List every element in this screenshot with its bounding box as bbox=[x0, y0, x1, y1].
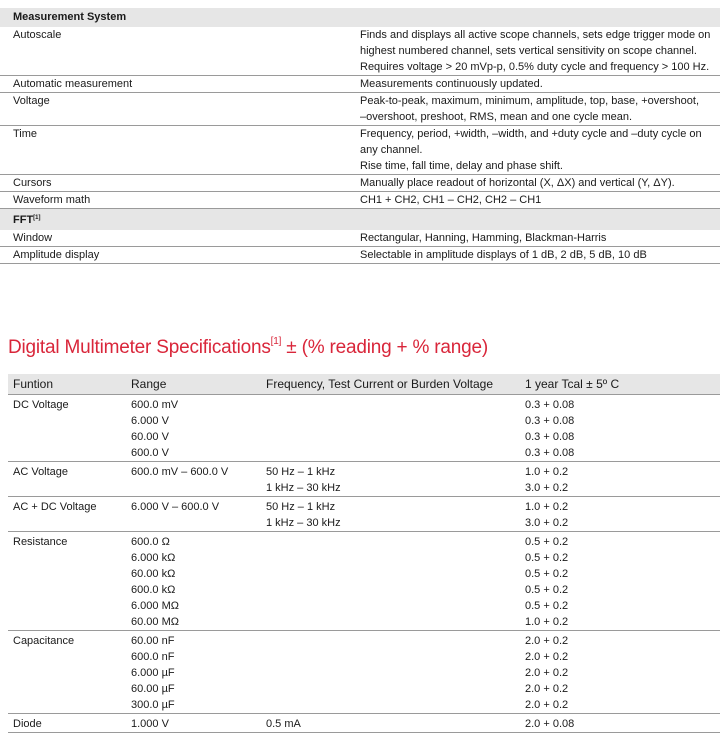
range-cell-lines bbox=[131, 534, 261, 630]
header-accuracy: 1 year Tcal ± 5º C bbox=[520, 374, 720, 395]
header-function: Funtion bbox=[8, 374, 126, 395]
spec-name: Waveform math bbox=[0, 192, 360, 209]
function-cell: AC Voltage bbox=[8, 462, 126, 497]
accuracy-cell bbox=[520, 395, 720, 462]
value-line: 60.00 nF bbox=[131, 635, 175, 647]
accuracy-cell-lines bbox=[525, 397, 720, 461]
footnote-marker: [1] bbox=[33, 215, 41, 221]
dmm-row bbox=[8, 462, 720, 497]
dmm-row bbox=[8, 497, 720, 532]
range-cell bbox=[126, 714, 261, 733]
spec-description bbox=[360, 192, 720, 209]
value-line: 60.00 MΩ bbox=[131, 616, 179, 628]
value-line: 600.0 mV bbox=[131, 399, 179, 411]
value-line: 1.0 + 0.2 bbox=[525, 466, 569, 478]
description-line: Rectangular, Hanning, Hamming, Blackman-Harris bbox=[360, 232, 607, 244]
spec-row bbox=[0, 192, 720, 209]
value-line: 2.0 + 0.08 bbox=[525, 718, 575, 730]
description-line: Frequency, period, +width, –width, and +duty cycle and –duty cycle on bbox=[360, 128, 702, 140]
value-line: 0.3 + 0.08 bbox=[525, 399, 575, 411]
spec-row bbox=[0, 27, 720, 76]
function-cell: Capacitance bbox=[8, 631, 126, 714]
value-line: 0.5 + 0.2 bbox=[525, 568, 569, 580]
description-line: Finds and displays all active scope channels, sets edge trigger mode on bbox=[360, 29, 711, 41]
spec-description bbox=[360, 230, 720, 247]
description-line: –overshoot, preshoot, RMS, mean and one cycle mean. bbox=[360, 111, 633, 123]
section-header-row bbox=[0, 8, 720, 27]
value-line: 0.5 + 0.2 bbox=[525, 584, 569, 596]
description-line: Requires voltage > 20 mVp-p, 0.5% duty cycle and frequency > 100 Hz. bbox=[360, 61, 710, 73]
accuracy-cell-lines bbox=[525, 633, 720, 713]
description-line: Measurements continuously updated. bbox=[360, 78, 543, 90]
value-line: 300.0 µF bbox=[131, 699, 175, 711]
value-line: 6.000 V – 600.0 V bbox=[131, 501, 220, 513]
spec-description bbox=[360, 76, 720, 93]
value-line: 2.0 + 0.2 bbox=[525, 683, 569, 695]
spec-row bbox=[0, 230, 720, 247]
value-line: 1 kHz – 30 kHz bbox=[266, 517, 341, 529]
dmm-spec-table bbox=[8, 374, 720, 733]
value-line: 50 Hz – 1 kHz bbox=[266, 466, 336, 478]
accuracy-cell-lines bbox=[525, 499, 720, 531]
spec-name: Cursors bbox=[0, 175, 360, 192]
range-cell-lines bbox=[131, 716, 261, 732]
section-header bbox=[0, 8, 720, 27]
spec-description bbox=[360, 93, 720, 126]
spec-name: Time bbox=[0, 126, 360, 175]
value-line: 0.5 + 0.2 bbox=[525, 536, 569, 548]
accuracy-cell bbox=[520, 714, 720, 733]
value-line: 60.00 V bbox=[131, 431, 169, 443]
function-cell: Diode bbox=[8, 714, 126, 733]
frequency-cell-lines bbox=[266, 464, 520, 496]
value-line: 60.00 µF bbox=[131, 683, 175, 695]
description-line: Peak-to-peak, maximum, minimum, amplitude, top, base, +overshoot, bbox=[360, 95, 700, 107]
range-cell bbox=[126, 395, 261, 462]
spec-description bbox=[360, 27, 720, 76]
range-cell-lines bbox=[131, 499, 261, 515]
header-frequency: Frequency, Test Current or Burden Voltage bbox=[261, 374, 520, 395]
accuracy-cell-lines bbox=[525, 534, 720, 630]
value-line: 3.0 + 0.2 bbox=[525, 517, 569, 529]
description-line: CH1 + CH2, CH1 – CH2, CH2 – CH1 bbox=[360, 194, 542, 206]
frequency-cell-lines bbox=[266, 716, 520, 732]
spec-description bbox=[360, 247, 720, 264]
value-line: 0.5 + 0.2 bbox=[525, 600, 569, 612]
range-cell bbox=[126, 532, 261, 631]
value-line: 600.0 nF bbox=[131, 651, 175, 663]
spec-row bbox=[0, 126, 720, 175]
description-line: Rise time, fall time, delay and phase shift. bbox=[360, 160, 563, 172]
value-line: 6.000 V bbox=[131, 415, 169, 427]
value-line: 600.0 Ω bbox=[131, 536, 170, 548]
header-range: Range bbox=[126, 374, 261, 395]
value-line: 600.0 V bbox=[131, 447, 169, 459]
range-cell-lines bbox=[131, 633, 261, 713]
spec-description bbox=[360, 126, 720, 175]
accuracy-cell bbox=[520, 497, 720, 532]
dmm-row bbox=[8, 631, 720, 714]
dmm-row bbox=[8, 532, 720, 631]
value-line: 600.0 kΩ bbox=[131, 584, 176, 596]
value-line: 0.3 + 0.08 bbox=[525, 415, 575, 427]
description-line: Manually place readout of horizontal (X, ΔX) and vertical (Y, ΔY). bbox=[360, 177, 675, 189]
value-line: 2.0 + 0.2 bbox=[525, 699, 569, 711]
description-line: highest numbered channel, sets vertical sensitivity on scope channel. bbox=[360, 45, 697, 57]
section-header bbox=[0, 209, 720, 231]
scope-spec-table bbox=[0, 8, 720, 264]
dmm-title-main: Digital Multimeter Specifications bbox=[8, 337, 271, 358]
value-line: 6.000 MΩ bbox=[131, 600, 179, 612]
spec-row bbox=[0, 247, 720, 264]
range-cell bbox=[126, 497, 261, 532]
value-line: 2.0 + 0.2 bbox=[525, 651, 569, 663]
accuracy-cell-lines bbox=[525, 464, 720, 496]
accuracy-cell-lines bbox=[525, 716, 720, 732]
spec-name: Autoscale bbox=[0, 27, 360, 76]
value-line: 3.0 + 0.2 bbox=[525, 482, 569, 494]
value-line: 1.000 V bbox=[131, 718, 169, 730]
value-line: 6.000 kΩ bbox=[131, 552, 176, 564]
dmm-title-footnote: [1] bbox=[270, 336, 282, 347]
section-title: FFT bbox=[13, 214, 34, 226]
spec-description bbox=[360, 175, 720, 192]
dmm-row bbox=[8, 714, 720, 733]
range-cell bbox=[126, 631, 261, 714]
spec-row bbox=[0, 76, 720, 93]
spec-name: Automatic measurement bbox=[0, 76, 360, 93]
spec-row bbox=[0, 93, 720, 126]
accuracy-cell bbox=[520, 631, 720, 714]
section-title: Measurement System bbox=[13, 11, 127, 23]
spec-name: Voltage bbox=[0, 93, 360, 126]
frequency-cell bbox=[261, 395, 520, 462]
value-line: 1 kHz – 30 kHz bbox=[266, 482, 341, 494]
value-line: 2.0 + 0.2 bbox=[525, 635, 569, 647]
section-header-row bbox=[0, 209, 720, 231]
value-line: 1.0 + 0.2 bbox=[525, 616, 569, 628]
spec-name: Window bbox=[0, 230, 360, 247]
frequency-cell bbox=[261, 462, 520, 497]
value-line: 2.0 + 0.2 bbox=[525, 667, 569, 679]
dmm-title-suffix: ± (% reading + % range) bbox=[281, 337, 489, 358]
function-cell: AC + DC Voltage bbox=[8, 497, 126, 532]
value-line: 1.0 + 0.2 bbox=[525, 501, 569, 513]
spec-name: Amplitude display bbox=[0, 247, 360, 264]
range-cell-lines bbox=[131, 397, 261, 461]
value-line: 0.3 + 0.08 bbox=[525, 431, 575, 443]
value-line: 0.5 + 0.2 bbox=[525, 552, 569, 564]
value-line: 600.0 mV – 600.0 V bbox=[131, 466, 229, 478]
frequency-cell bbox=[261, 497, 520, 532]
value-line: 6.000 µF bbox=[131, 667, 175, 679]
range-cell-lines bbox=[131, 464, 261, 480]
accuracy-cell bbox=[520, 532, 720, 631]
frequency-cell bbox=[261, 631, 520, 714]
function-cell: Resistance bbox=[8, 532, 126, 631]
value-line: 60.00 kΩ bbox=[131, 568, 176, 580]
spec-row bbox=[0, 175, 720, 192]
dmm-row bbox=[8, 395, 720, 462]
value-line: 0.3 + 0.08 bbox=[525, 447, 575, 459]
frequency-cell bbox=[261, 714, 520, 733]
frequency-cell-lines bbox=[266, 499, 520, 531]
value-line: 50 Hz – 1 kHz bbox=[266, 501, 336, 513]
range-cell bbox=[126, 462, 261, 497]
description-line: any channel. bbox=[360, 144, 423, 156]
description-line: Selectable in amplitude displays of 1 dB, 2 dB, 5 dB, 10 dB bbox=[360, 249, 647, 261]
function-cell: DC Voltage bbox=[8, 395, 126, 462]
value-line: 0.5 mA bbox=[266, 718, 301, 730]
dmm-header-row bbox=[8, 374, 720, 395]
frequency-cell bbox=[261, 532, 520, 631]
dmm-section-title bbox=[8, 336, 488, 359]
accuracy-cell bbox=[520, 462, 720, 497]
